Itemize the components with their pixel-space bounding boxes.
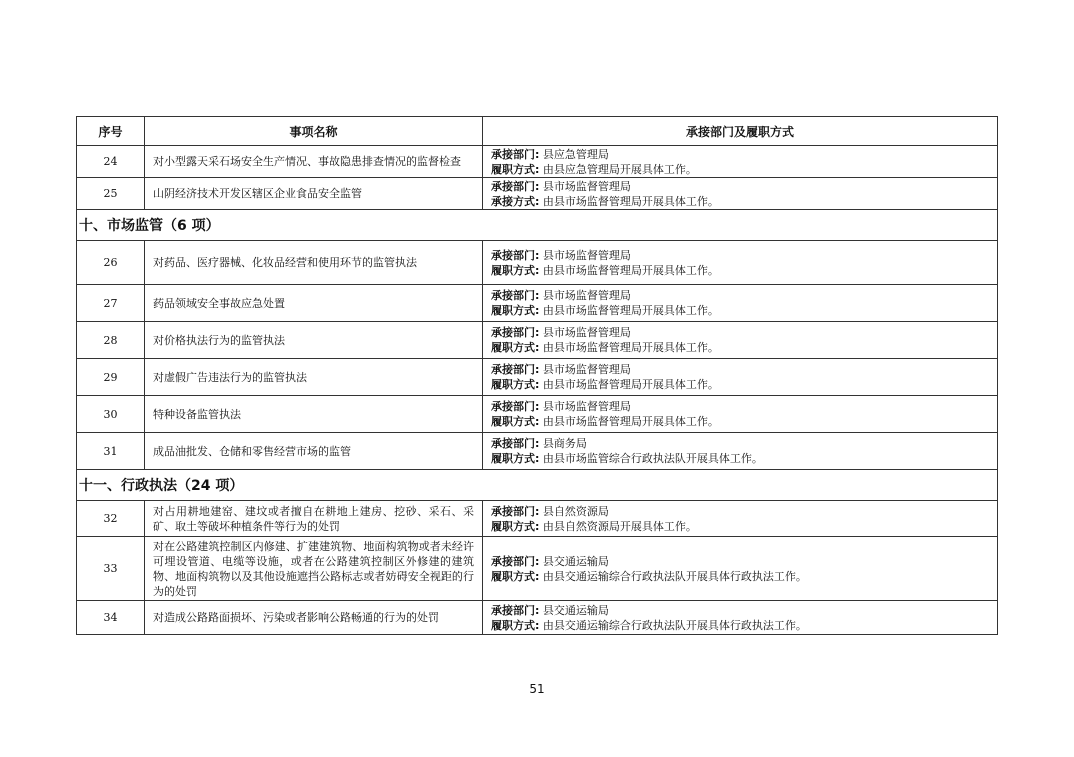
dept-value: 县市场监督管理局 <box>542 326 631 339</box>
table-row <box>77 241 998 285</box>
dept-value: 县市场监督管理局 <box>542 363 631 376</box>
row-name: 成品油批发、仓储和零售经营市场的监管 <box>145 433 483 470</box>
dept-label: 承接部门: <box>491 554 540 568</box>
table-header-row <box>77 117 998 146</box>
row-dept <box>483 146 998 178</box>
dept-label: 承接部门: <box>491 147 540 161</box>
row-index: 31 <box>77 433 145 470</box>
mode-label: 履职方式: <box>491 452 540 465</box>
row-index: 30 <box>77 396 145 433</box>
mode-value: 由县自然资源局开展具体工作。 <box>542 519 697 533</box>
dept-value: 县市场监督管理局 <box>542 289 631 302</box>
mode-value: 由县交通运输综合行政执法队开展具体行政执法工作。 <box>542 569 807 583</box>
mode-label: 履职方式: <box>491 378 540 391</box>
row-name: 对小型露天采石场安全生产情况、事故隐患排查情况的监督检查 <box>145 146 483 178</box>
mode-label: 履职方式: <box>491 263 540 277</box>
dept-value: 县自然资源局 <box>542 504 609 518</box>
mode-value: 由县市场监督管理局开展具体工作。 <box>542 304 719 317</box>
table-row <box>77 433 998 470</box>
mode-label: 履职方式: <box>491 415 540 428</box>
row-dept <box>483 359 998 396</box>
mode-label: 承接方式: <box>491 194 540 208</box>
row-index: 26 <box>77 241 145 285</box>
section-row <box>77 210 998 241</box>
row-name: 对造成公路路面损坏、污染或者影响公路畅通的行为的处罚 <box>145 601 483 635</box>
dept-value: 县交通运输局 <box>542 603 609 617</box>
mode-label: 履职方式: <box>491 341 540 354</box>
table-row <box>77 537 998 601</box>
mode-value: 由县市场监督管理局开展具体工作。 <box>542 415 719 428</box>
dept-label: 承接部门: <box>491 400 540 413</box>
row-name: 对虚假广告违法行为的监管执法 <box>145 359 483 396</box>
dept-value: 县商务局 <box>542 437 587 450</box>
header-dept: 承接部门及履职方式 <box>483 117 998 146</box>
page-number: 51 <box>529 682 545 696</box>
dept-value: 县市场监督管理局 <box>542 400 631 413</box>
mode-label: 履职方式: <box>491 519 540 533</box>
mode-value: 由县市场监督管理局开展具体工作。 <box>542 341 719 354</box>
header-index: 序号 <box>77 117 145 146</box>
table-row <box>77 396 998 433</box>
row-index: 33 <box>77 537 145 601</box>
dept-label: 承接部门: <box>491 289 540 302</box>
dept-value: 县应急管理局 <box>542 147 609 161</box>
row-name: 对占用耕地建窑、建坟或者擅自在耕地上建房、挖砂、采石、采矿、取土等破坏种植条件等行为的处罚 <box>145 501 483 537</box>
dept-label: 承接部门: <box>491 603 540 617</box>
row-index: 28 <box>77 322 145 359</box>
row-dept <box>483 322 998 359</box>
row-dept <box>483 501 998 537</box>
mode-value: 由县市场监管综合行政执法队开展具体工作。 <box>542 452 763 465</box>
mode-label: 履职方式: <box>491 162 540 176</box>
dept-value: 县市场监督管理局 <box>542 248 631 262</box>
row-dept <box>483 178 998 210</box>
section-title: 十、市场监管（6 项） <box>77 210 998 241</box>
items-table <box>76 116 998 635</box>
row-index: 27 <box>77 285 145 322</box>
row-name: 对在公路建筑控制区内修建、扩建建筑物、地面构筑物或者未经许可埋设管道、电缆等设施，或者在公路建筑控制区外修建的建筑物、地面构筑物以及其他设施遮挡公路标志或者妨碍安全视距的行为的处罚 <box>145 537 483 601</box>
row-dept <box>483 241 998 285</box>
row-name: 对价格执法行为的监管执法 <box>145 322 483 359</box>
table-row <box>77 601 998 635</box>
row-dept <box>483 433 998 470</box>
row-name: 特种设备监管执法 <box>145 396 483 433</box>
header-name: 事项名称 <box>145 117 483 146</box>
dept-value: 县市场监督管理局 <box>542 179 631 193</box>
table-row <box>77 178 998 210</box>
dept-label: 承接部门: <box>491 248 540 262</box>
mode-value: 由县交通运输综合行政执法队开展具体行政执法工作。 <box>542 618 807 632</box>
dept-value: 县交通运输局 <box>542 554 609 568</box>
table-row <box>77 285 998 322</box>
row-index: 32 <box>77 501 145 537</box>
row-dept <box>483 537 998 601</box>
row-name: 山阴经济技术开发区辖区企业食品安全监管 <box>145 178 483 210</box>
row-dept <box>483 601 998 635</box>
row-index: 24 <box>77 146 145 178</box>
mode-value: 由县应急管理局开展具体工作。 <box>542 162 697 176</box>
mode-value: 由县市场监督管理局开展具体工作。 <box>542 378 719 391</box>
table-row <box>77 501 998 537</box>
row-dept <box>483 396 998 433</box>
mode-label: 履职方式: <box>491 569 540 583</box>
mode-label: 履职方式: <box>491 304 540 317</box>
row-name: 对药品、医疗器械、化妆品经营和使用环节的监管执法 <box>145 241 483 285</box>
mode-label: 履职方式: <box>491 618 540 632</box>
section-title: 十一、行政执法（24 项） <box>77 470 998 501</box>
row-index: 25 <box>77 178 145 210</box>
table-row <box>77 146 998 178</box>
row-name: 药品领域安全事故应急处置 <box>145 285 483 322</box>
table-row <box>77 322 998 359</box>
section-row <box>77 470 998 501</box>
row-index: 34 <box>77 601 145 635</box>
dept-label: 承接部门: <box>491 179 540 193</box>
row-dept <box>483 285 998 322</box>
dept-label: 承接部门: <box>491 363 540 376</box>
row-index: 29 <box>77 359 145 396</box>
mode-value: 由县市场监督管理局开展具体工作。 <box>542 263 719 277</box>
dept-label: 承接部门: <box>491 437 540 450</box>
table-row <box>77 359 998 396</box>
dept-label: 承接部门: <box>491 326 540 339</box>
mode-value: 由县市场监督管理局开展具体工作。 <box>542 194 719 208</box>
dept-label: 承接部门: <box>491 504 540 518</box>
